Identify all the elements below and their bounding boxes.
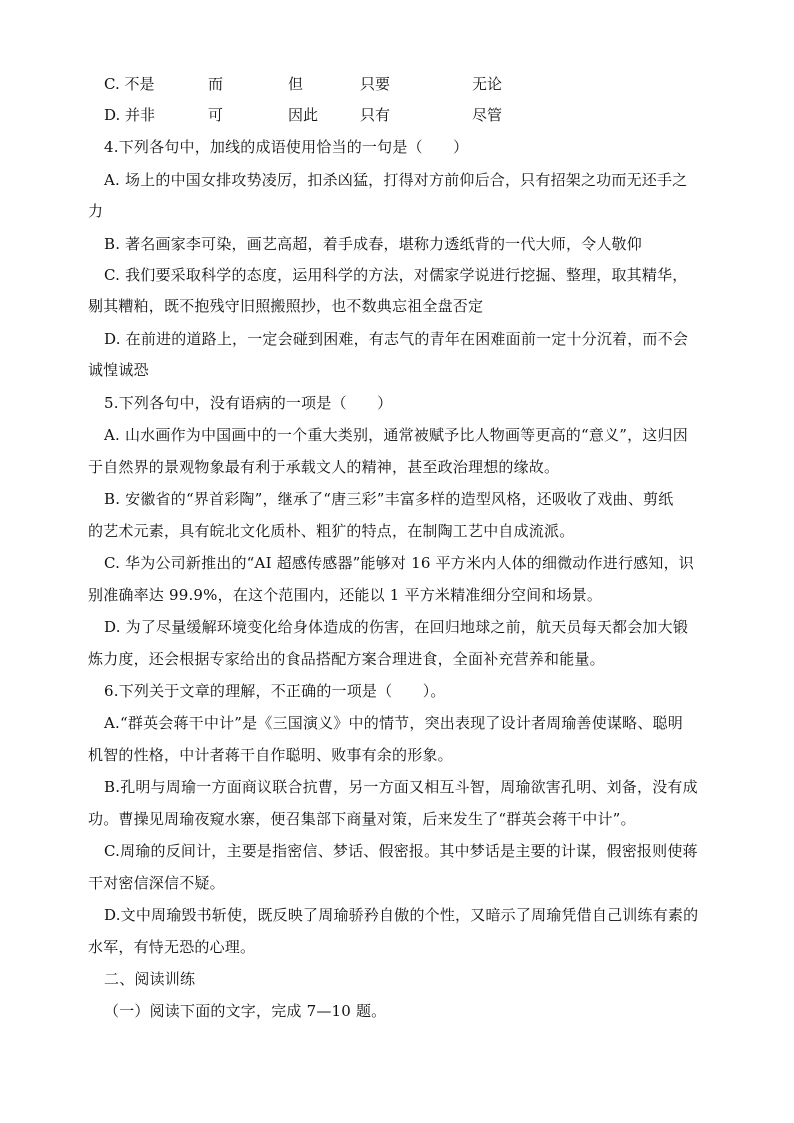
q5-option-c-line2: 别准确率达 99.9%，在这个范围内，还能以 1 平方米精准细分空间和场景。 [88, 586, 603, 604]
q5-stem: 5.下列各句中，没有语病的一项是（ ） [104, 394, 393, 412]
option-c-word-3: 只要 [360, 75, 391, 93]
q4-option-a-line1: A. 场上的中国女排攻势凌厉，扣杀凶猛，打得对方前仰后合，只有招架之功而无还手之 [104, 171, 688, 189]
option-c-word-2: 但 [288, 75, 304, 93]
q5-option-c-line1: C. 华为公司新推出的“AI 超感传感器”能够对 16 平方米内人体的细微动作进行感知，识 [104, 554, 694, 572]
option-d-label: D. 并非 [104, 106, 156, 124]
option-c-word-1: 而 [208, 75, 224, 93]
q5-option-b-line1: B. 安徽省的“界首彩陶”，继承了“唐三彩”丰富多样的造型风格，还吸收了戏曲、剪纸 [104, 490, 674, 508]
section-subtitle: （一）阅读下面的文字，完成 7—10 题。 [104, 1002, 387, 1020]
q4-option-d-line2: 诚惶诚恐 [88, 361, 149, 379]
q6-option-d-line2: 水军，有恃无恐的心理。 [88, 938, 256, 956]
option-d-word-3: 只有 [360, 106, 391, 124]
option-c-label: C. 不是 [104, 75, 155, 93]
option-c-word-4: 无论 [472, 75, 503, 93]
option-d-word-1: 可 [208, 106, 224, 124]
q4-option-c-line1: C. 我们要采取科学的态度，运用科学的方法，对儒家学说进行挖掘、整理，取其精华， [104, 266, 688, 284]
q6-option-a-line2: 机智的性格，中计者蒋干自作聪明、败事有余的形象。 [88, 746, 453, 764]
q6-stem: 6.下列关于文章的理解，不正确的一项是（ ）。 [104, 682, 446, 700]
q4-option-b: B. 著名画家李可染，画艺高超，着手成春，堪称力透纸背的一代大师，令人敬仰 [104, 235, 642, 253]
q5-option-a-line1: A. 山水画作为中国画中的一个重大类别，通常被赋予比人物画等更高的“意义”，这归因 [104, 426, 688, 444]
option-d-word-4: 尽管 [472, 106, 503, 124]
q5-option-d-line2: 炼力度，还会根据专家给出的食品搭配方案合理进食，全面补充营养和能量。 [88, 650, 605, 668]
q6-option-b-line2: 功。曹操见周瑜夜窥水寨，便召集部下商量对策，后来发生了“群英会蒋干中计”。 [88, 810, 636, 828]
q4-option-d-line1: D. 在前进的道路上，一定会碰到困难，有志气的青年在困难面前一定十分沉着，而不会 [104, 330, 689, 348]
q5-option-d-line1: D. 为了尽量缓解环境变化给身体造成的伤害，在回归地球之前，航天员每天都会加大锻 [104, 618, 689, 636]
q6-option-b-line1: B.孔明与周瑜一方面商议联合抗曹，另一方面又相互斗智，周瑜欲害孔明、刘备，没有成 [104, 778, 698, 796]
q6-option-a-line1: A.“群英会蒋干中计”是《三国演义》中的情节，突出表现了设计者周瑜善使谋略、聪明 [104, 714, 683, 732]
q6-option-c-line1: C.周瑜的反间计，主要是指密信、梦话、假密报。其中梦话是主要的计谋，假密报则使蒋 [104, 842, 698, 860]
q4-option-a-line2: 力 [88, 202, 104, 220]
section-title: 二、阅读训练 [104, 970, 196, 988]
q5-option-b-line2: 的艺术元素，具有皖北文化质朴、粗犷的特点，在制陶工艺中自成流派。 [88, 522, 575, 540]
q6-option-d-line1: D.文中周瑜毁书斩使，既反映了周瑜骄矜自傲的个性，又暗示了周瑜凭借自己训练有素的 [104, 906, 699, 924]
q4-option-c-line2: 剔其糟粕，既不抱残守旧照搬照抄，也不数典忘祖全盘否定 [88, 297, 484, 315]
q6-option-c-line2: 干对密信深信不疑。 [88, 874, 225, 892]
option-d-word-2: 因此 [288, 106, 319, 124]
q5-option-a-line2: 于自然界的景观物象最有利于承载文人的精神，甚至政治理想的缘故。 [88, 458, 560, 476]
q4-stem: 4.下列各句中，加线的成语使用恰当的一句是（ ） [104, 138, 469, 156]
